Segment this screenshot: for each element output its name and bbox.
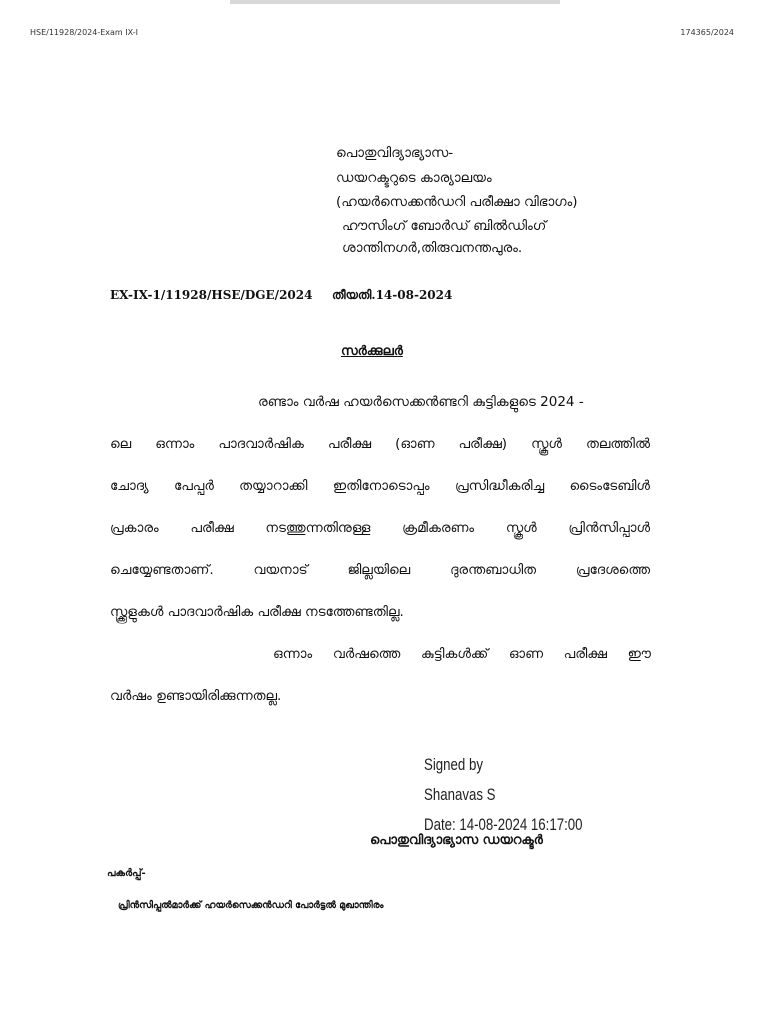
body-line: വർഷം ഉണ്ടായിരിക്കുന്നതല്ല.: [110, 688, 282, 704]
scan-edge-mark: [230, 0, 560, 4]
address-line-5: ശാന്തിനഗർ,തിരുവനന്തപുരം.: [342, 240, 523, 256]
body-line: ലെ ഒന്നാം പാദവാർഷിക പരീക്ഷ (ഓണ പരീക്ഷ) സ്കൂൾ തലത്തിൽ: [110, 436, 650, 452]
copy-label: പകർപ്പ്-: [107, 868, 146, 879]
address-line-4: ഹൗസിംഗ് ബോർഡ്‌ ബിൽഡിംഗ്: [342, 218, 547, 234]
serial-number: 174365/2024: [680, 28, 734, 37]
body-line: ഒന്നാം വർഷത്തെ കുട്ടികൾക്ക് ഓണ പരീക്ഷ ഈ: [273, 646, 651, 662]
body-line: സ്ക്കൂളുകൾ പാദവാർഷിക പരീക്ഷ നടത്തേണ്ടതില്ല.: [110, 604, 404, 620]
reference-number: EX-IX-1/11928/HSE/DGE/2024: [110, 288, 313, 302]
signed-by-label: Signed by: [424, 755, 483, 774]
body-line: ചോദ്യ പേപ്പർ തയ്യാറാക്കി ഇതിനോടൊപ്പം പ്രസിദ്ധീകരിച്ച ടൈംടേബിൾ: [110, 478, 650, 494]
file-number: HSE/11928/2024-Exam IX-I: [30, 28, 138, 37]
reference-date: തീയതി.14-08-2024: [332, 288, 453, 302]
address-line-1: പൊതുവിദ്യാഭ്യാസ-: [336, 145, 454, 161]
signer-designation: പൊതുവിദ്യാഭ്യാസ ഡയറക്ടർ: [370, 833, 543, 848]
address-line-2: ഡയറക്ടറുടെ കാര്യാലയം: [336, 170, 492, 186]
body-line: ചെയ്യേണ്ടതാണ്. വയനാട് ജില്ലയിലെ ദുരന്തബാധിത പ്രദേശത്തെ: [110, 562, 650, 578]
copy-recipient: പ്രിൻസിപ്പൽമാർക്ക് ഹയർസെക്കൻഡറി പോർട്ടൽ മുഖാന്തിരം: [118, 900, 384, 911]
address-line-3: (ഹയർസെക്കൻഡറി പരീക്ഷാ വിഭാഗം): [336, 194, 578, 210]
body-line: പ്രകാരം പരീക്ഷ നടത്തുന്നതിനുള്ള ക്രമീകരണം സ്കൂൾ പ്രിൻസിപ്പാൾ: [110, 520, 650, 536]
circular-title: സർക്കുലർ: [341, 344, 403, 359]
signer-name: Shanavas S: [424, 785, 496, 804]
body-line: രണ്ടാം വർഷ ഹയർസെക്കൻണ്ടറി കുട്ടികളുടെ 2024 -: [258, 394, 584, 410]
signature-date: Date: 14-08-2024 16:17:00: [424, 815, 583, 834]
